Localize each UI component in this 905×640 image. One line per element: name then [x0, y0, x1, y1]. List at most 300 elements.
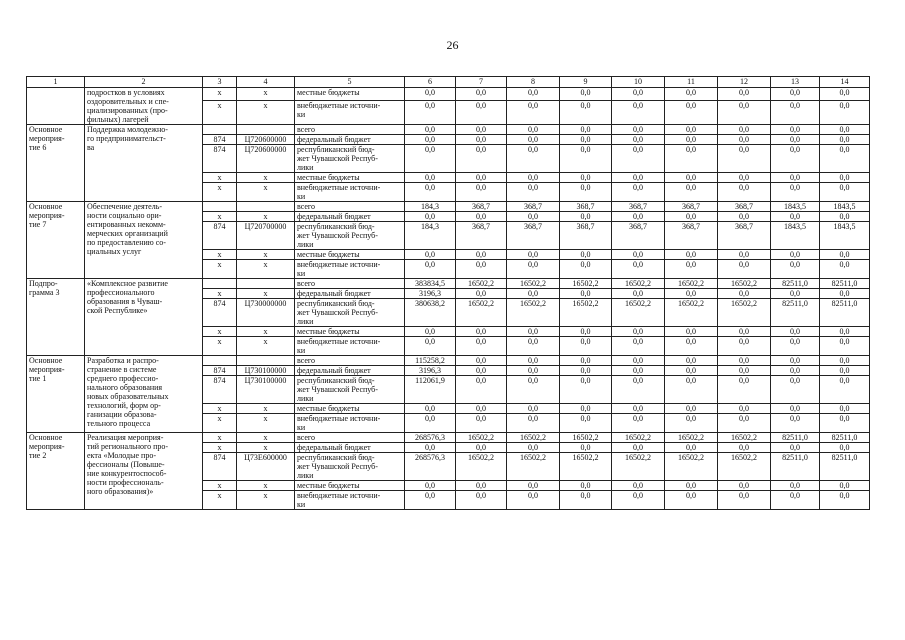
target-article-code: Ц730100000	[237, 366, 295, 376]
amount-cell: 0,0	[560, 376, 612, 404]
funding-source: местные бюджеты	[295, 88, 405, 101]
amount-cell: 0,0	[405, 481, 456, 491]
amount-cell: 0,0	[665, 88, 718, 101]
amount-cell: 0,0	[507, 404, 560, 414]
amount-cell: 0,0	[456, 260, 507, 279]
target-article-code: x	[237, 443, 295, 453]
target-article-code: x	[237, 337, 295, 356]
amount-cell: 0,0	[405, 125, 456, 135]
target-article-code: Ц73Е600000	[237, 453, 295, 481]
target-article-code: x	[237, 250, 295, 260]
grbs-code: x	[203, 443, 237, 453]
amount-cell: 0,0	[718, 125, 771, 135]
amount-cell: 82511,0	[771, 299, 820, 327]
amount-cell: 368,7	[612, 222, 665, 250]
funding-source: внебюджетные источни- ки	[295, 491, 405, 510]
column-number: 14	[820, 77, 870, 88]
amount-cell: 0,0	[612, 481, 665, 491]
amount-cell: 16502,2	[665, 299, 718, 327]
amount-cell: 16502,2	[612, 299, 665, 327]
amount-cell: 16502,2	[456, 453, 507, 481]
amount-cell: 0,0	[665, 337, 718, 356]
grbs-code: x	[203, 433, 237, 443]
amount-cell: 0,0	[456, 337, 507, 356]
amount-cell: 0,0	[456, 481, 507, 491]
program-name: Обеспечение деятель- ности социально ори- ентированных некомм- мерческих организаций по предоставлению со- циальных услуг	[85, 202, 203, 279]
table-row	[27, 279, 870, 289]
amount-cell: 184,3	[405, 202, 456, 212]
amount-cell: 0,0	[507, 414, 560, 433]
amount-cell: 0,0	[771, 443, 820, 453]
amount-cell: 0,0	[612, 366, 665, 376]
funding-source: всего	[295, 356, 405, 366]
funding-source: федеральный бюджет	[295, 212, 405, 222]
amount-cell: 0,0	[456, 212, 507, 222]
amount-cell: 0,0	[820, 100, 870, 124]
program-label: Основное мероприя- тие 6	[27, 125, 85, 202]
amount-cell: 16502,2	[612, 433, 665, 443]
amount-cell: 0,0	[560, 125, 612, 135]
amount-cell: 0,0	[405, 173, 456, 183]
amount-cell: 0,0	[560, 88, 612, 101]
grbs-code: x	[203, 414, 237, 433]
amount-cell: 0,0	[456, 491, 507, 510]
funding-source: внебюджетные источни- ки	[295, 183, 405, 202]
column-number: 3	[203, 77, 237, 88]
amount-cell: 0,0	[665, 212, 718, 222]
amount-cell: 0,0	[560, 404, 612, 414]
target-article-code	[237, 279, 295, 289]
amount-cell: 0,0	[612, 88, 665, 101]
amount-cell: 0,0	[665, 356, 718, 366]
target-article-code: x	[237, 404, 295, 414]
amount-cell: 0,0	[665, 135, 718, 145]
amount-cell: 0,0	[405, 145, 456, 173]
amount-cell: 0,0	[771, 414, 820, 433]
funding-source: внебюджетные источни- ки	[295, 260, 405, 279]
amount-cell: 0,0	[612, 125, 665, 135]
amount-cell: 0,0	[771, 135, 820, 145]
amount-cell: 0,0	[612, 135, 665, 145]
amount-cell: 0,0	[507, 376, 560, 404]
amount-cell: 0,0	[820, 212, 870, 222]
program-label: Подпро- грамма 3	[27, 279, 85, 356]
amount-cell: 16502,2	[665, 279, 718, 289]
amount-cell: 368,7	[612, 202, 665, 212]
funding-source: местные бюджеты	[295, 250, 405, 260]
amount-cell: 0,0	[560, 491, 612, 510]
amount-cell: 0,0	[771, 260, 820, 279]
funding-source: местные бюджеты	[295, 327, 405, 337]
amount-cell: 16502,2	[718, 279, 771, 289]
amount-cell: 368,7	[560, 222, 612, 250]
column-number: 8	[507, 77, 560, 88]
amount-cell: 0,0	[612, 289, 665, 299]
amount-cell: 0,0	[771, 88, 820, 101]
funding-source: местные бюджеты	[295, 481, 405, 491]
amount-cell: 0,0	[665, 260, 718, 279]
target-article-code: x	[237, 491, 295, 510]
target-article-code: Ц720600000	[237, 145, 295, 173]
grbs-code	[203, 125, 237, 135]
amount-cell: 0,0	[456, 289, 507, 299]
target-article-code: Ц730100000	[237, 376, 295, 404]
amount-cell: 0,0	[507, 100, 560, 124]
amount-cell: 0,0	[820, 260, 870, 279]
grbs-code: x	[203, 250, 237, 260]
amount-cell: 0,0	[771, 481, 820, 491]
amount-cell: 82511,0	[820, 433, 870, 443]
program-name: Разработка и распро- странение в системе среднего профессио- нального образования новых образовательных технологий, форм ор- ганизации образова- тельного процесса	[85, 356, 203, 433]
amount-cell: 0,0	[560, 414, 612, 433]
amount-cell: 0,0	[820, 145, 870, 173]
amount-cell: 16502,2	[507, 279, 560, 289]
program-name: Поддержка молодежно- го предпринимательст- ва	[85, 125, 203, 202]
amount-cell: 0,0	[405, 327, 456, 337]
grbs-code: x	[203, 327, 237, 337]
target-article-code: x	[237, 183, 295, 202]
amount-cell: 368,7	[665, 202, 718, 212]
amount-cell: 1843,5	[771, 202, 820, 212]
column-number: 7	[456, 77, 507, 88]
amount-cell: 0,0	[456, 100, 507, 124]
amount-cell: 0,0	[560, 173, 612, 183]
amount-cell: 368,7	[718, 202, 771, 212]
grbs-code: x	[203, 491, 237, 510]
table-body	[27, 77, 870, 510]
amount-cell: 16502,2	[507, 453, 560, 481]
amount-cell: 0,0	[771, 145, 820, 173]
amount-cell: 16502,2	[456, 299, 507, 327]
funding-source: республиканский бюд- жет Чувашской Респуб- лики	[295, 145, 405, 173]
amount-cell: 368,7	[507, 202, 560, 212]
amount-cell: 0,0	[507, 135, 560, 145]
amount-cell: 0,0	[507, 125, 560, 135]
amount-cell: 0,0	[456, 183, 507, 202]
amount-cell: 0,0	[771, 125, 820, 135]
funding-source: федеральный бюджет	[295, 366, 405, 376]
budget-table	[26, 76, 870, 510]
amount-cell: 82511,0	[771, 433, 820, 443]
grbs-code: 874	[203, 135, 237, 145]
amount-cell: 0,0	[560, 366, 612, 376]
amount-cell: 0,0	[665, 481, 718, 491]
amount-cell: 0,0	[612, 356, 665, 366]
amount-cell: 0,0	[718, 443, 771, 453]
amount-cell: 0,0	[456, 125, 507, 135]
amount-cell: 268576,3	[405, 453, 456, 481]
amount-cell: 0,0	[665, 366, 718, 376]
column-number: 4	[237, 77, 295, 88]
table-row	[27, 433, 870, 443]
amount-cell: 0,0	[718, 212, 771, 222]
column-number-row	[27, 77, 870, 88]
grbs-code: 874	[203, 453, 237, 481]
amount-cell: 0,0	[405, 250, 456, 260]
grbs-code: 874	[203, 145, 237, 173]
amount-cell: 0,0	[560, 443, 612, 453]
grbs-code: x	[203, 100, 237, 124]
amount-cell: 0,0	[560, 260, 612, 279]
column-number: 11	[665, 77, 718, 88]
amount-cell: 0,0	[665, 289, 718, 299]
amount-cell: 16502,2	[560, 453, 612, 481]
funding-source: внебюджетные источни- ки	[295, 337, 405, 356]
amount-cell: 16502,2	[507, 433, 560, 443]
amount-cell: 0,0	[771, 250, 820, 260]
funding-source: федеральный бюджет	[295, 135, 405, 145]
amount-cell: 0,0	[771, 100, 820, 124]
grbs-code: 874	[203, 299, 237, 327]
amount-cell: 0,0	[820, 491, 870, 510]
amount-cell: 380638,2	[405, 299, 456, 327]
amount-cell: 0,0	[771, 327, 820, 337]
amount-cell: 0,0	[820, 337, 870, 356]
target-article-code: Ц720600000	[237, 135, 295, 145]
amount-cell: 0,0	[718, 183, 771, 202]
amount-cell: 0,0	[718, 327, 771, 337]
amount-cell: 0,0	[560, 183, 612, 202]
funding-source: республиканский бюд- жет Чувашской Респуб- лики	[295, 453, 405, 481]
grbs-code	[203, 356, 237, 366]
amount-cell: 0,0	[718, 376, 771, 404]
amount-cell: 0,0	[456, 414, 507, 433]
amount-cell: 0,0	[456, 145, 507, 173]
amount-cell: 0,0	[771, 337, 820, 356]
grbs-code	[203, 279, 237, 289]
amount-cell: 0,0	[507, 491, 560, 510]
amount-cell: 0,0	[771, 491, 820, 510]
amount-cell: 0,0	[612, 414, 665, 433]
funding-source: всего	[295, 202, 405, 212]
amount-cell: 1843,5	[820, 222, 870, 250]
target-article-code: x	[237, 173, 295, 183]
grbs-code: x	[203, 173, 237, 183]
target-article-code	[237, 202, 295, 212]
amount-cell: 1843,5	[771, 222, 820, 250]
amount-cell: 16502,2	[718, 453, 771, 481]
program-label	[27, 88, 85, 125]
amount-cell: 0,0	[560, 212, 612, 222]
grbs-code: 874	[203, 376, 237, 404]
funding-source: местные бюджеты	[295, 404, 405, 414]
amount-cell: 0,0	[665, 250, 718, 260]
grbs-code: x	[203, 337, 237, 356]
amount-cell: 0,0	[456, 356, 507, 366]
funding-source: внебюджетные источни- ки	[295, 414, 405, 433]
amount-cell: 0,0	[456, 376, 507, 404]
funding-source: внебюджетные источни- ки	[295, 100, 405, 124]
amount-cell: 0,0	[612, 212, 665, 222]
amount-cell: 368,7	[507, 222, 560, 250]
table-row	[27, 125, 870, 135]
amount-cell: 0,0	[665, 173, 718, 183]
amount-cell: 0,0	[507, 250, 560, 260]
amount-cell: 0,0	[612, 145, 665, 173]
program-label: Основное мероприя- тие 7	[27, 202, 85, 279]
amount-cell: 0,0	[456, 135, 507, 145]
amount-cell: 0,0	[405, 491, 456, 510]
amount-cell: 16502,2	[612, 279, 665, 289]
amount-cell: 0,0	[612, 327, 665, 337]
target-article-code: Ц730000000	[237, 299, 295, 327]
grbs-code: x	[203, 212, 237, 222]
amount-cell: 0,0	[507, 145, 560, 173]
amount-cell: 0,0	[507, 481, 560, 491]
column-number: 10	[612, 77, 665, 88]
program-label: Основное мероприя- тие 1	[27, 356, 85, 433]
table-row	[27, 356, 870, 366]
column-number: 12	[718, 77, 771, 88]
amount-cell: 16502,2	[718, 299, 771, 327]
amount-cell: 0,0	[612, 173, 665, 183]
amount-cell: 16502,2	[718, 433, 771, 443]
amount-cell: 0,0	[560, 289, 612, 299]
grbs-code: x	[203, 183, 237, 202]
amount-cell: 0,0	[612, 250, 665, 260]
amount-cell: 16502,2	[560, 433, 612, 443]
amount-cell: 82511,0	[771, 453, 820, 481]
amount-cell: 0,0	[665, 183, 718, 202]
amount-cell: 0,0	[820, 443, 870, 453]
column-number: 1	[27, 77, 85, 88]
amount-cell: 0,0	[820, 481, 870, 491]
program-label: Основное мероприя- тие 2	[27, 433, 85, 510]
amount-cell: 0,0	[507, 443, 560, 453]
funding-source: республиканский бюд- жет Чувашской Респуб- лики	[295, 299, 405, 327]
grbs-code: x	[203, 88, 237, 101]
amount-cell: 0,0	[456, 404, 507, 414]
amount-cell: 0,0	[507, 183, 560, 202]
amount-cell: 0,0	[612, 260, 665, 279]
amount-cell: 16502,2	[456, 279, 507, 289]
amount-cell: 1843,5	[820, 202, 870, 212]
amount-cell: 0,0	[820, 173, 870, 183]
grbs-code: x	[203, 404, 237, 414]
amount-cell: 0,0	[771, 212, 820, 222]
amount-cell: 0,0	[820, 366, 870, 376]
amount-cell: 0,0	[665, 443, 718, 453]
amount-cell: 0,0	[456, 88, 507, 101]
target-article-code: x	[237, 433, 295, 443]
amount-cell: 82511,0	[820, 453, 870, 481]
funding-source: местные бюджеты	[295, 173, 405, 183]
funding-source: федеральный бюджет	[295, 289, 405, 299]
amount-cell: 0,0	[718, 88, 771, 101]
amount-cell: 0,0	[560, 327, 612, 337]
amount-cell: 0,0	[718, 173, 771, 183]
amount-cell: 0,0	[820, 183, 870, 202]
column-number: 13	[771, 77, 820, 88]
amount-cell: 16502,2	[507, 299, 560, 327]
amount-cell: 368,7	[560, 202, 612, 212]
amount-cell: 0,0	[665, 327, 718, 337]
amount-cell: 0,0	[456, 366, 507, 376]
amount-cell: 0,0	[771, 356, 820, 366]
amount-cell: 0,0	[560, 481, 612, 491]
column-number: 6	[405, 77, 456, 88]
amount-cell: 0,0	[718, 491, 771, 510]
amount-cell: 368,7	[456, 202, 507, 212]
amount-cell: 0,0	[507, 366, 560, 376]
amount-cell: 112061,9	[405, 376, 456, 404]
amount-cell: 0,0	[820, 88, 870, 101]
amount-cell: 0,0	[771, 173, 820, 183]
amount-cell: 0,0	[718, 366, 771, 376]
amount-cell: 0,0	[507, 356, 560, 366]
amount-cell: 368,7	[456, 222, 507, 250]
target-article-code: x	[237, 289, 295, 299]
amount-cell: 0,0	[507, 173, 560, 183]
amount-cell: 0,0	[405, 404, 456, 414]
amount-cell: 0,0	[771, 289, 820, 299]
amount-cell: 0,0	[820, 135, 870, 145]
funding-source: всего	[295, 125, 405, 135]
funding-source: всего	[295, 433, 405, 443]
grbs-code: 874	[203, 366, 237, 376]
amount-cell: 0,0	[560, 145, 612, 173]
amount-cell: 0,0	[665, 100, 718, 124]
amount-cell: 16502,2	[612, 453, 665, 481]
amount-cell: 0,0	[718, 481, 771, 491]
amount-cell: 0,0	[771, 404, 820, 414]
amount-cell: 0,0	[612, 337, 665, 356]
amount-cell: 184,3	[405, 222, 456, 250]
amount-cell: 16502,2	[665, 453, 718, 481]
amount-cell: 3196,3	[405, 366, 456, 376]
amount-cell: 82511,0	[771, 279, 820, 289]
amount-cell: 0,0	[718, 337, 771, 356]
amount-cell: 0,0	[405, 260, 456, 279]
amount-cell: 0,0	[456, 173, 507, 183]
amount-cell: 0,0	[560, 337, 612, 356]
target-article-code: x	[237, 327, 295, 337]
amount-cell: 0,0	[560, 250, 612, 260]
amount-cell: 0,0	[665, 376, 718, 404]
column-number: 5	[295, 77, 405, 88]
amount-cell: 0,0	[718, 356, 771, 366]
amount-cell: 0,0	[665, 404, 718, 414]
amount-cell: 0,0	[405, 88, 456, 101]
amount-cell: 0,0	[405, 135, 456, 145]
amount-cell: 0,0	[665, 145, 718, 173]
amount-cell: 0,0	[507, 212, 560, 222]
amount-cell: 0,0	[820, 376, 870, 404]
target-article-code	[237, 125, 295, 135]
amount-cell: 16502,2	[456, 433, 507, 443]
amount-cell: 0,0	[612, 183, 665, 202]
amount-cell: 0,0	[560, 356, 612, 366]
amount-cell: 0,0	[665, 491, 718, 510]
amount-cell: 0,0	[405, 443, 456, 453]
amount-cell: 0,0	[718, 145, 771, 173]
amount-cell: 368,7	[718, 222, 771, 250]
amount-cell: 0,0	[771, 183, 820, 202]
amount-cell: 0,0	[718, 289, 771, 299]
target-article-code: x	[237, 212, 295, 222]
target-article-code: x	[237, 481, 295, 491]
grbs-code: x	[203, 481, 237, 491]
amount-cell: 0,0	[612, 376, 665, 404]
target-article-code	[237, 356, 295, 366]
funding-source: республиканский бюд- жет Чувашской Респуб- лики	[295, 222, 405, 250]
table-row	[27, 202, 870, 212]
amount-cell: 0,0	[820, 289, 870, 299]
target-article-code: Ц720700000	[237, 222, 295, 250]
funding-source: республиканский бюд- жет Чувашской Респуб- лики	[295, 376, 405, 404]
grbs-code: 874	[203, 222, 237, 250]
amount-cell: 0,0	[507, 327, 560, 337]
